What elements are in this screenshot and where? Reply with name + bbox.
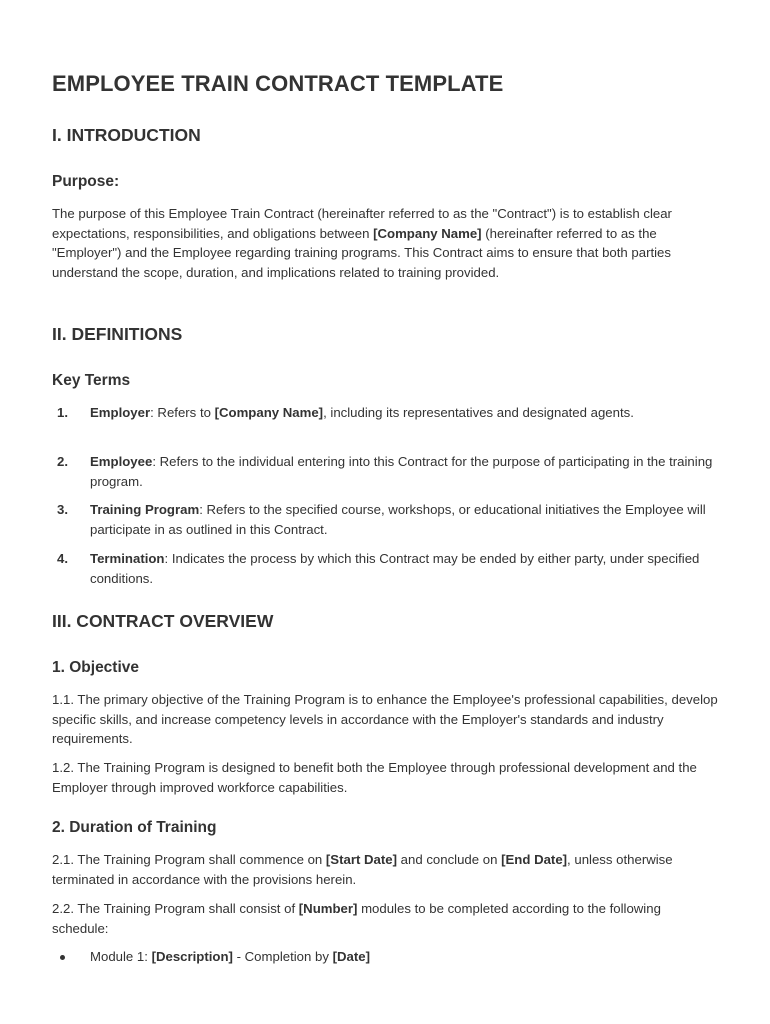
section-heading-introduction: I. INTRODUCTION xyxy=(52,125,201,145)
section-heading-definitions: II. DEFINITIONS xyxy=(52,324,183,344)
list-item-number: 2. xyxy=(57,454,68,469)
duration-heading: 2. Duration of Training xyxy=(52,819,217,836)
key-terms-heading: Key Terms xyxy=(52,372,131,389)
list-item-text: Termination: Indicates the process by which this Contract may be ended by either party, under specified conditions. xyxy=(90,551,700,586)
list-item-number: 3. xyxy=(57,502,68,517)
start-date-placeholder: [Start Date] xyxy=(325,852,397,867)
purpose-heading: Purpose: xyxy=(52,173,120,190)
company-name-placeholder: [Company Name] xyxy=(373,225,482,241)
list-item-text: Employer: Refers to [Company Name], including its representatives and designated agents. xyxy=(90,405,634,420)
module-text: Module 1: [Description] - Completion by [Date] xyxy=(90,949,370,964)
section-heading-contract-overview: III. CONTRACT OVERVIEW xyxy=(52,611,274,631)
number-placeholder: [Number] xyxy=(298,901,358,916)
list-item-number: 4. xyxy=(57,551,68,566)
duration-paragraph-1: 2.1. The Training Program shall commence on [Start Date] and conclude on [End Date], unless otherwise terminated in accordance with the provisions herein. xyxy=(52,852,673,887)
objective-paragraph-1: 1.1. The primary objective of the Training Program is to enhance the Employee's professional capabilities, develop specific skills, and increase competency levels in accordance with the Employer's standards and industry requirements. xyxy=(52,692,718,746)
list-item-text: Employee: Refers to the individual entering into this Contract for the purpose of participating in the training program. xyxy=(90,454,713,489)
objective-heading: 1. Objective xyxy=(52,659,140,676)
bullet-icon xyxy=(60,955,65,960)
end-date-placeholder: [End Date] xyxy=(501,852,568,867)
objective-paragraph-2: 1.2. The Training Program is designed to benefit both the Employee through professional development and the Employer through improved workforce capabilities. xyxy=(52,760,697,795)
purpose-paragraph: The purpose of this Employee Train Contract (hereinafter referred to as the "Contract") is to establish clear expectations, responsibilities, and obligations between [Company Name] (hereinafter referred to as the "Employer") and the Employee regarding training programs. This Contract aims to ensure that both parties understand the scope, duration, and implications related to training provided. xyxy=(52,206,672,280)
list-item-number: 1. xyxy=(57,405,68,420)
document-title: EMPLOYEE TRAIN CONTRACT TEMPLATE xyxy=(52,71,504,96)
list-item-text: Training Program: Refers to the specified course, workshops, or educational initiatives the Employee will participate in as outlined in this Contract. xyxy=(90,502,706,537)
duration-paragraph-2: 2.2. The Training Program shall consist of [Number] modules to be completed according to the following schedule: xyxy=(52,901,661,936)
